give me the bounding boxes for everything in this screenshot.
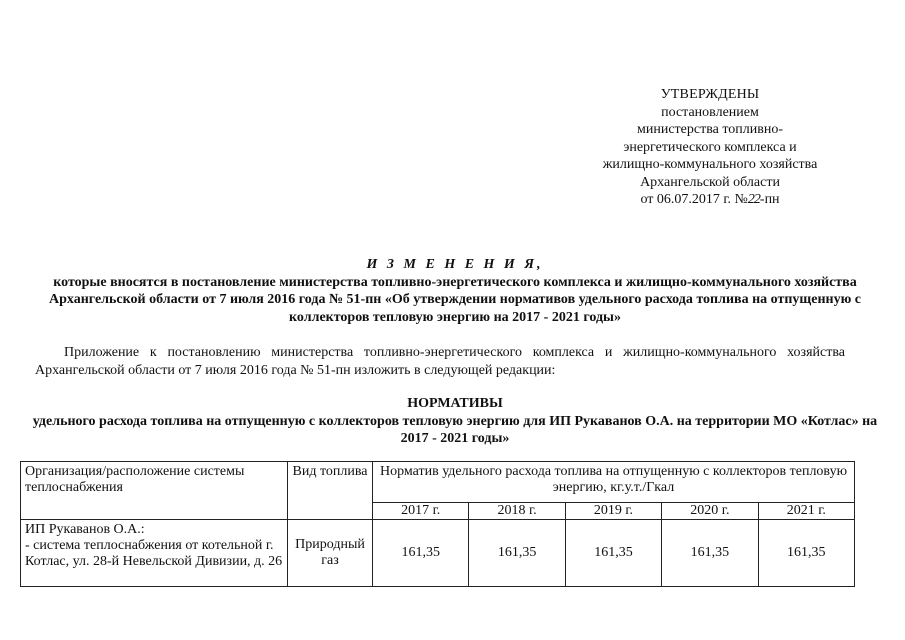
norms-table (20, 461, 855, 587)
table-row (21, 520, 855, 587)
header-org: Организация/расположение системы теплоснабжения (21, 462, 288, 520)
approval-line: Архангельской области (640, 174, 780, 190)
cell-value: 161,35 (373, 520, 469, 587)
org-location: - система теплоснабжения от котельной г. Котлас, ул. 28-й Невельской Дивизии, д. 26 (25, 538, 283, 569)
approval-number: 22 (747, 192, 760, 207)
approval-line: жилищно-коммунального хозяйства (602, 157, 818, 172)
approval-title: УТВЕРЖДЕНЫ (660, 87, 760, 102)
norms-title-block (20, 395, 890, 448)
cell-value: 161,35 (758, 520, 854, 587)
header-year: 2017 г. (373, 503, 469, 520)
cell-org (21, 520, 288, 587)
approval-line: постановлением (661, 104, 759, 120)
cell-value: 161,35 (469, 520, 565, 587)
changes-heading: И З М Е Н Е Н И Я, (366, 257, 544, 272)
approval-number-suffix: -пн (759, 192, 780, 207)
header-year: 2021 г. (758, 503, 854, 520)
cell-fuel: Природный газ (288, 520, 373, 587)
header-fuel: Вид топлива (288, 462, 373, 520)
approval-date-line (565, 191, 855, 209)
header-year: 2018 г. (469, 503, 565, 520)
org-name: ИП Рукаванов О.А.: (25, 522, 145, 537)
approval-stamp (565, 86, 855, 209)
header-year: 2020 г. (662, 503, 758, 520)
norms-subtitle: удельного расхода топлива на отпущенную с коллекторов тепловую энергию для ИП Рукаванов О.А. на территории МО «Котлас» на 2017 - 2021 годы» (32, 413, 878, 446)
body-paragraph: Приложение к постановлению министерства топливно-энергетического комплекса и жилищно-коммунального хозяйства Архангельской области от 7 июля 2016 года № 51-пн изложить в следующей редакции: (35, 345, 845, 378)
approval-line: министерства топливно- (636, 122, 784, 137)
table-header-row (21, 462, 855, 503)
cell-value: 161,35 (565, 520, 661, 587)
approval-line: энергетического комплекса и (623, 139, 797, 155)
header-year: 2019 г. (565, 503, 661, 520)
changes-subtitle: которые вносятся в постановление министерства топливно-энергетического комплекса и жилищно-коммунального хозяйства Архангельской области от 7 июля 2016 года № 51-пн «Об утверждении нормативов удельного расхода топлива на отпущенную с коллекторов тепловую энергию на 2017 - 2021 годы» (49, 274, 861, 325)
changes-title-block (20, 256, 890, 326)
cell-value: 161,35 (662, 520, 758, 587)
approval-date: от 06.07.2017 г. № (640, 192, 748, 207)
header-norm: Норматив удельного расхода топлива на отпущенную с коллекторов тепловую энергию, кг.у.т./Гкал (373, 462, 855, 503)
norms-heading: НОРМАТИВЫ (407, 396, 503, 411)
